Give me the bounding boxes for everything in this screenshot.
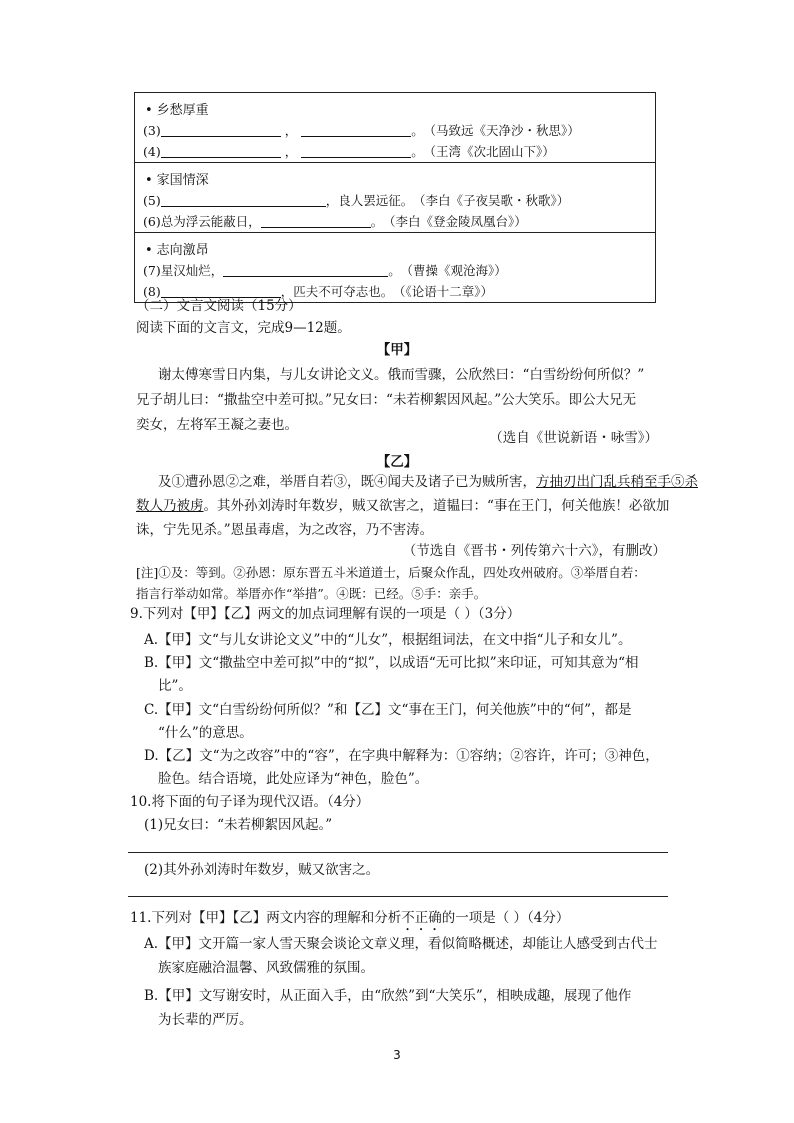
section-heading: （二）文言文阅读（15分）: [136, 298, 302, 314]
section-ambition: [135, 233, 655, 302]
bullet-icon: •: [145, 103, 153, 118]
answer-blank[interactable]: [301, 122, 411, 137]
annotation-line: [注]①及：等到。②孙恩：原东晋五斗米道道士，后聚众作乱，四处攻州破府。③举厝自若：: [136, 565, 646, 580]
blank-line-6: (6)总为浮云能蔽日， 。 （李白《登金陵凤凰台》）: [143, 214, 527, 229]
section-title: 乡愁厚重: [156, 103, 209, 118]
instruction: 阅读下面的文言文，完成9—12题。: [136, 320, 351, 336]
passage-yi-line: 及①遭孙恩②之难，举厝自若③，既④闻夫及诸子已为贼所害，方抽刃出门乱兵稍至手⑤杀: [158, 474, 698, 490]
bullet-icon: •: [145, 173, 153, 188]
q11-option-a[interactable]: A.【甲】文开篇一家人雪天聚会谈论文章义理，看似简略概述，却能让人感受到古代士: [144, 936, 658, 952]
q9-option-b[interactable]: B.【甲】文“撒盐空中差可拟”中的“拟”，以成语“无可比拟”来印证，可知其意为“相: [144, 655, 639, 671]
passage-jia-source: （选自《世说新语・咏雪》）: [489, 430, 658, 446]
answer-line[interactable]: [128, 852, 668, 853]
question-11-stem: 11.下列对【甲】【乙】两文内容的理解和分析不正确的一项是（ ）（4分）: [130, 910, 570, 926]
q11-option-a-cont: 族家庭融洽温馨、风致儒雅的氛围。: [158, 960, 374, 976]
question-10-stem: 10.将下面的句子译为现代汉语。（4分）: [130, 794, 370, 810]
q10-sentence-2: (2)其外孙刘涛时年数岁，贼又欲害之。: [144, 862, 380, 878]
page-number: 3: [393, 1048, 401, 1062]
answer-blank[interactable]: [161, 192, 326, 207]
section-title: 家国情深: [156, 173, 209, 188]
q11-option-b-cont: 为长辈的严厉。: [158, 1012, 253, 1028]
q9-option-c[interactable]: C.【甲】文“白雪纷纷何所似？”和【乙】文“事在王门，何关他族”中的“何”，都是: [144, 702, 632, 718]
blank-line-4: (4) ， 。 （王湾《次北固山下》）: [143, 144, 555, 159]
blank-line-8: (8) ，匹夫不可夺志也。 （《论语十二章》）: [143, 284, 493, 299]
emphasized-words: 不正确: [401, 910, 442, 926]
q9-option-c-cont: “什么”的意思。: [158, 725, 253, 741]
passage-yi-source: （节选自《晋书・列传第六十六》，有删改）: [402, 543, 666, 559]
passage-yi-line: 诛，宁先见杀。”恩虽毒虐，为之改容，乃不害涛。: [136, 522, 434, 538]
blank-line-3: (3) ， 。 （马致远《天净沙・秋思》）: [143, 123, 580, 138]
q9-option-a[interactable]: A.【甲】文“与儿女讲论文义”中的“儿女”，根据组词法，在文中指“儿子和女儿”。: [144, 632, 632, 648]
passage-jia-line: 谢太傅寒雪日内集，与儿女讲论文义。俄而雪骤，公欣然曰：“白雪纷纷何所似？”: [158, 367, 645, 383]
blank-line-7: (7)星汉灿烂， 。 （曹操《观沧海》）: [143, 263, 507, 278]
question-9-stem: 9.下列对【甲】【乙】两文的加点词理解有误的一项是（ ）（3分）: [130, 606, 521, 622]
answer-blank[interactable]: [301, 143, 411, 158]
q9-option-d[interactable]: D.【乙】文“为之改容”中的“容”，在字典中解释为：①容纳；②容许，许可；③神色，: [144, 748, 659, 764]
passage-jia-line: 奕女，左将军王凝之妻也。: [136, 417, 298, 433]
blank-line-5: (5) ，良人罢远征。 （李白《子夜吴歌・秋歌》）: [143, 193, 570, 208]
answer-blank[interactable]: [223, 262, 388, 277]
section-patriotism: [135, 163, 655, 233]
bullet-icon: •: [145, 243, 153, 258]
q11-option-b[interactable]: B.【甲】文写谢安时，从正面入手，由“欣然”到“大笑乐”，相映成趣，展现了他作: [144, 988, 632, 1004]
poetry-fill-table: [134, 92, 656, 303]
passage-yi-line: 数人乃被虏。其外孙刘涛时年数岁，贼又欲害之，道韫曰：“事在王门，何关他族！必欲加: [136, 498, 670, 514]
passage-jia-label: 【甲】: [376, 342, 418, 358]
underlined-sentence: 方抽刃出门乱兵稍至手⑤杀: [536, 474, 698, 490]
answer-blank[interactable]: [261, 213, 371, 228]
section-homesickness: [135, 93, 655, 163]
q10-sentence-1: (1)兄女曰：“未若柳絮因风起。”: [144, 817, 333, 833]
answer-blank[interactable]: [161, 122, 281, 137]
answer-line[interactable]: [128, 896, 668, 897]
passage-jia-line: 兄子胡儿曰：“撒盐空中差可拟。”兄女曰：“未若柳絮因风起。”公大笑乐。即公大兄无: [136, 392, 637, 408]
q9-option-d-cont: 脸色。结合语境，此处应译为“神色，脸色”。: [158, 771, 429, 787]
annotation-line: 指言行举动如常。举厝亦作“举措”。④既：已经。⑤手：亲手。: [136, 586, 487, 601]
q9-option-b-cont: 比”。: [158, 678, 192, 694]
passage-yi-label: 【乙】: [376, 454, 418, 470]
answer-blank[interactable]: [161, 143, 281, 158]
section-title: 志向激昂: [156, 243, 209, 258]
underlined-sentence: 数人乃被虏: [136, 498, 204, 514]
